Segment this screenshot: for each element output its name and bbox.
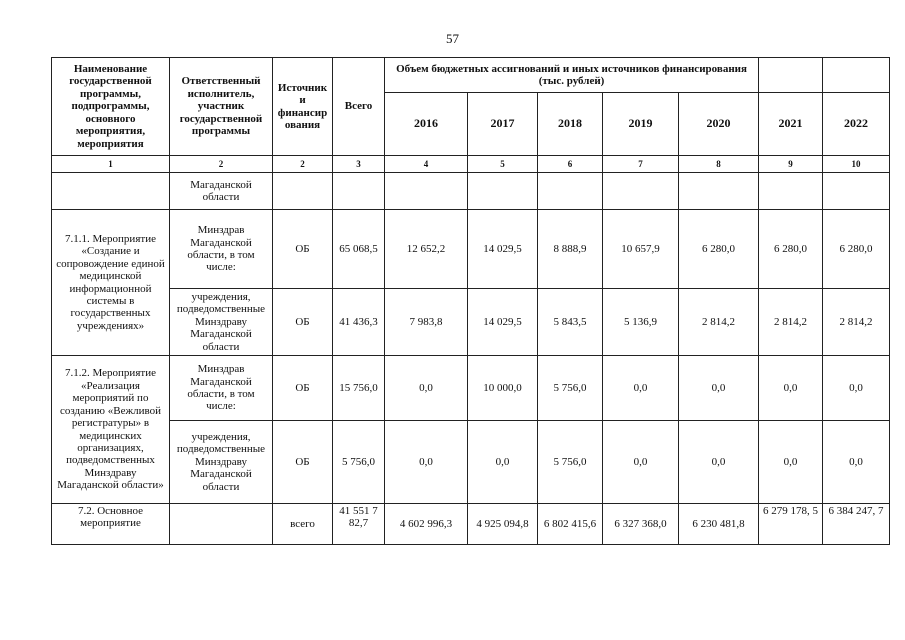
index-cell: 10 <box>823 156 890 173</box>
source-cell: ОБ <box>273 356 333 421</box>
value-cell: 12 652,2 <box>385 210 468 289</box>
value-cell: 0,0 <box>468 421 538 504</box>
index-row <box>52 156 890 173</box>
header-total: Всего <box>333 58 385 156</box>
index-cell: 9 <box>759 156 823 173</box>
value-cell: 0,0 <box>385 421 468 504</box>
header-year: 2016 <box>385 93 468 156</box>
total-cell: 65 068,5 <box>333 210 385 289</box>
value-cell: 0,0 <box>385 356 468 421</box>
index-cell: 2 <box>273 156 333 173</box>
value-cell: 10 000,0 <box>468 356 538 421</box>
value-cell: 14 029,5 <box>468 210 538 289</box>
value-cell: 6 280,0 <box>823 210 890 289</box>
source-cell: ОБ <box>273 421 333 504</box>
name-cell <box>52 173 170 210</box>
table-row <box>52 421 890 504</box>
value-cell: 0,0 <box>823 421 890 504</box>
index-cell: 7 <box>603 156 679 173</box>
value-cell: 4 602 996,3 <box>385 504 468 545</box>
source-cell: ОБ <box>273 210 333 289</box>
index-cell: 2 <box>170 156 273 173</box>
executor-cell: учреждения, подведомственные Минздраву Магаданской области <box>170 289 273 356</box>
executor-cell: Минздрав Магаданской области, в том числе: <box>170 210 273 289</box>
value-cell: 6 327 368,0 <box>603 504 679 545</box>
value-cell: 4 925 094,8 <box>468 504 538 545</box>
value-cell: 0,0 <box>603 356 679 421</box>
executor-cell: учреждения, подведомственные Минздраву Магаданской области <box>170 421 273 504</box>
value-cell: 5 843,5 <box>538 289 603 356</box>
executor-cell: Магаданской области <box>170 173 273 210</box>
header-volume: Объем бюджетных ассигнований и иных источников финансирования (тыс. рублей) <box>385 58 759 93</box>
table-row <box>52 210 890 289</box>
value-cell: 2 814,2 <box>679 289 759 356</box>
table-row <box>52 356 890 421</box>
value-cell: 5 756,0 <box>538 421 603 504</box>
total-cell: 41 551 7 82,7 <box>333 504 385 545</box>
budget-table <box>51 57 890 545</box>
index-cell: 4 <box>385 156 468 173</box>
index-cell: 1 <box>52 156 170 173</box>
header-year: 2017 <box>468 93 538 156</box>
value-cell <box>759 173 823 210</box>
header-year: 2018 <box>538 93 603 156</box>
executor-cell: Минздрав Магаданской области, в том числе: <box>170 356 273 421</box>
source-cell: всего <box>273 504 333 545</box>
total-cell: 5 756,0 <box>333 421 385 504</box>
value-cell: 10 657,9 <box>603 210 679 289</box>
value-cell <box>603 173 679 210</box>
index-cell: 6 <box>538 156 603 173</box>
value-cell <box>679 173 759 210</box>
header-year: 2022 <box>823 93 890 156</box>
header-row <box>52 58 890 93</box>
table-row <box>52 504 890 545</box>
executor-cell <box>170 504 273 545</box>
header-empty-cell <box>823 58 890 93</box>
value-cell: 6 280,0 <box>679 210 759 289</box>
value-cell <box>538 173 603 210</box>
value-cell: 5 136,9 <box>603 289 679 356</box>
value-cell: 0,0 <box>679 356 759 421</box>
table-row <box>52 289 890 356</box>
header-year: 2019 <box>603 93 679 156</box>
value-cell <box>385 173 468 210</box>
header-source: Источник и финансир ования <box>273 58 333 156</box>
header-executor: Ответственный исполнитель, участник государственной программы <box>170 58 273 156</box>
index-cell: 3 <box>333 156 385 173</box>
header-empty-cell <box>759 58 823 93</box>
value-cell: 7 983,8 <box>385 289 468 356</box>
value-cell: 0,0 <box>679 421 759 504</box>
index-cell: 5 <box>468 156 538 173</box>
total-cell: 15 756,0 <box>333 356 385 421</box>
value-cell: 8 888,9 <box>538 210 603 289</box>
value-cell: 2 814,2 <box>823 289 890 356</box>
source-cell <box>273 173 333 210</box>
header-year: 2021 <box>759 93 823 156</box>
name-cell: 7.2. Основное мероприятие <box>52 504 170 545</box>
value-cell: 14 029,5 <box>468 289 538 356</box>
value-cell: 2 814,2 <box>759 289 823 356</box>
value-cell: 6 280,0 <box>759 210 823 289</box>
value-cell <box>468 173 538 210</box>
page-number: 57 <box>446 31 459 46</box>
value-cell: 0,0 <box>759 356 823 421</box>
total-cell: 41 436,3 <box>333 289 385 356</box>
value-cell: 6 384 247, 7 <box>823 504 890 545</box>
value-cell <box>823 173 890 210</box>
value-cell: 0,0 <box>823 356 890 421</box>
value-cell: 6 230 481,8 <box>679 504 759 545</box>
name-cell: 7.1.1. Мероприятие «Создание и сопровождение единой медицинской информационной системы в государственных учреждениях» <box>52 210 170 356</box>
name-cell: 7.1.2. Мероприятие «Реализация мероприятий по созданию «Вежливой регистратуры» в медицинских организациях, подведомственных Минздраву Магаданской области» <box>52 356 170 504</box>
value-cell: 0,0 <box>603 421 679 504</box>
index-cell: 8 <box>679 156 759 173</box>
header-year: 2020 <box>679 93 759 156</box>
source-cell: ОБ <box>273 289 333 356</box>
value-cell: 0,0 <box>759 421 823 504</box>
value-cell: 6 279 178, 5 <box>759 504 823 545</box>
value-cell: 6 802 415,6 <box>538 504 603 545</box>
total-cell <box>333 173 385 210</box>
header-name: Наименование государственной программы, подпрограммы, основного мероприятия, мероприятия <box>52 58 170 156</box>
table-row <box>52 173 890 210</box>
value-cell: 5 756,0 <box>538 356 603 421</box>
